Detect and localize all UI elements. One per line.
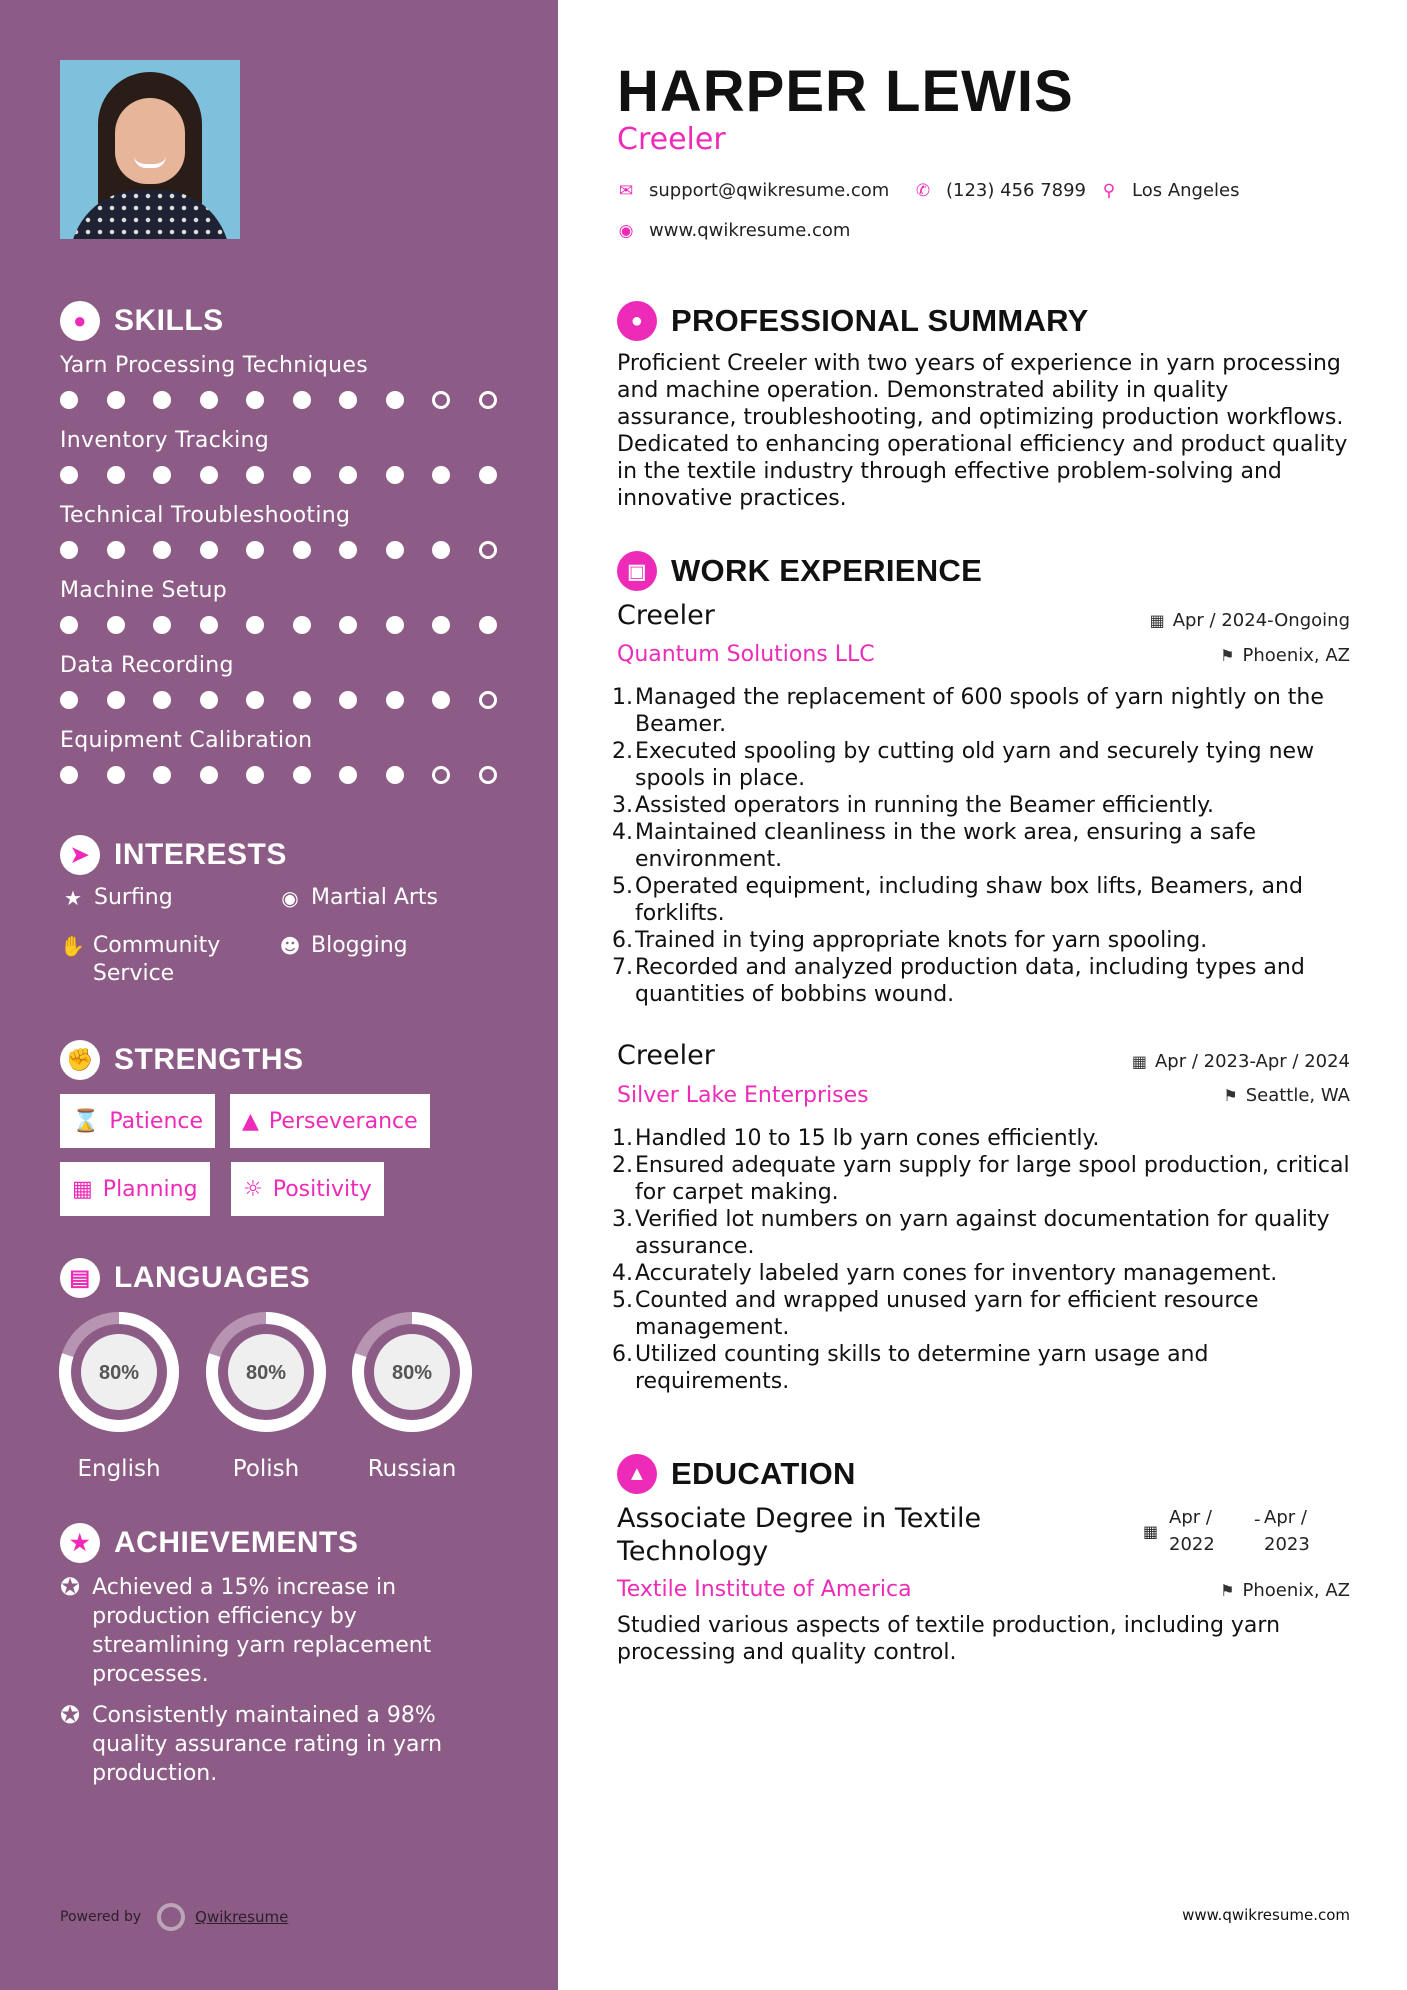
skill-name: Yarn Processing Techniques xyxy=(60,353,368,378)
rating-dot-filled xyxy=(432,691,450,709)
rating-dot-filled xyxy=(107,541,125,559)
job-duties-list xyxy=(612,684,1357,1008)
rating-dot-filled xyxy=(60,691,78,709)
list-number: 7. xyxy=(612,955,633,980)
skill-name: Equipment Calibration xyxy=(60,728,313,753)
map-pin-icon: ⚲ xyxy=(1102,180,1116,201)
rating-dot-filled xyxy=(246,616,264,634)
list-number: 6. xyxy=(612,1342,633,1367)
rating-dot-filled xyxy=(479,466,497,484)
skill-name: Data Recording xyxy=(60,653,234,678)
rating-dot-empty xyxy=(479,541,497,559)
list-number: 6. xyxy=(612,928,633,953)
language-progress-ring xyxy=(57,1310,181,1434)
rating-dot-filled xyxy=(60,541,78,559)
duty-text: Trained in tying appropriate knots for yarn spooling. xyxy=(635,928,1208,953)
rating-dot-filled xyxy=(339,616,357,634)
list-number: 4. xyxy=(612,820,633,845)
shooting-star-icon: ✪ xyxy=(60,1573,81,1601)
list-item xyxy=(612,1206,1357,1260)
users-icon: ☻ xyxy=(279,934,301,958)
rating-dot-filled xyxy=(246,541,264,559)
achievement-item: ✪ Consistently maintained a 98% quality assurance rating in yarn production. xyxy=(60,1701,443,1786)
globe-icon: ◉ xyxy=(618,220,634,241)
rating-dot-filled xyxy=(479,616,497,634)
duty-text: Executed spooling by cutting old yarn and securely tying new spools in place. xyxy=(635,739,1315,791)
interest-item-community-service: ✋ Community Service xyxy=(60,933,221,986)
rating-dot-filled xyxy=(153,691,171,709)
rating-dot-filled xyxy=(107,691,125,709)
language-progress-ring xyxy=(204,1310,328,1434)
job-location: ⚑ Seattle, WA xyxy=(1223,1085,1350,1106)
rating-dot-filled xyxy=(386,691,404,709)
rating-dot-filled xyxy=(246,766,264,784)
list-item xyxy=(612,738,1357,792)
envelope-icon: ✉ xyxy=(618,180,634,201)
skill-name: Machine Setup xyxy=(60,578,228,603)
list-item xyxy=(612,819,1357,873)
calendar-icon: ▦ xyxy=(1149,611,1165,630)
shooting-star-icon: ✪ xyxy=(60,1701,81,1729)
education-end-date: - Apr / 2023 xyxy=(1254,1507,1310,1555)
skill-name: Inventory Tracking xyxy=(60,428,270,453)
language-item xyxy=(350,1310,474,1482)
contact-location: ⚲ Los Angeles xyxy=(1100,180,1240,201)
strength-tag-positivity: ☼ Positivity xyxy=(231,1162,384,1216)
rating-dot-filled xyxy=(386,766,404,784)
pin-icon: ⚑ xyxy=(1220,646,1235,665)
strengths-heading: ✊ STRENGTHS xyxy=(60,1040,304,1080)
duty-text: Ensured adequate yarn supply for large spool production, critical for carpet making. xyxy=(635,1153,1350,1205)
list-item xyxy=(612,1152,1357,1206)
rating-dot-filled xyxy=(60,391,78,409)
graduation-icon: ▲ xyxy=(617,1454,657,1494)
rating-dot-filled xyxy=(432,616,450,634)
duty-text: Assisted operators in running the Beamer efficiently. xyxy=(635,793,1214,818)
list-number: 5. xyxy=(612,874,633,899)
language-name: Russian xyxy=(367,1456,457,1482)
education-start-date: ▦ Apr / 2022 xyxy=(1143,1507,1215,1555)
rating-dot-filled xyxy=(293,541,311,559)
achievements-heading: ★ ACHIEVEMENTS xyxy=(60,1523,358,1563)
list-number: 1. xyxy=(612,685,633,710)
list-item xyxy=(612,954,1357,1008)
languages-heading: ▤ LANGUAGES xyxy=(60,1258,310,1298)
rating-dot-filled xyxy=(60,766,78,784)
language-name: Polish xyxy=(232,1456,300,1482)
school-name: Textile Institute of America xyxy=(617,1577,912,1602)
briefcase-icon: ▣ xyxy=(617,551,657,591)
duty-text: Recorded and analyzed production data, including types and quantities of bobbins wound. xyxy=(635,955,1305,1007)
duty-text: Managed the replacement of 600 spools of yarn nightly on the Beamer. xyxy=(635,685,1324,737)
strength-tag-patience: ⌛ Patience xyxy=(60,1094,215,1148)
hand-icon: ✋ xyxy=(60,934,85,958)
footer-url[interactable]: www.qwikresume.com xyxy=(1182,1906,1350,1924)
sun-icon: ☼ xyxy=(243,1176,263,1202)
education-description: Studied various aspects of textile production, including yarn processing and quality control. xyxy=(617,1613,1281,1665)
education-location: ⚑ Phoenix, AZ xyxy=(1220,1580,1350,1601)
job-location: ⚑ Phoenix, AZ xyxy=(1220,645,1350,666)
list-number: 4. xyxy=(612,1261,633,1286)
rating-dot-filled xyxy=(246,466,264,484)
sidebar xyxy=(0,0,558,1990)
rating-dot-filled xyxy=(293,766,311,784)
duty-text: Verified lot numbers on yarn against documentation for quality assurance. xyxy=(635,1207,1330,1259)
candidate-name: HARPER LEWIS xyxy=(617,59,1074,124)
work-experience-heading: ▣ WORK EXPERIENCE xyxy=(617,551,982,591)
rating-dot-filled xyxy=(246,691,264,709)
rating-dot-filled xyxy=(107,616,125,634)
paper-plane-icon: ➤ xyxy=(60,835,100,875)
interest-item-blogging: ☻ Blogging xyxy=(277,932,408,960)
rating-dot-filled xyxy=(200,691,218,709)
list-item xyxy=(612,1341,1357,1395)
language-percent: 80% xyxy=(98,1362,140,1384)
user-icon: ● xyxy=(617,301,657,341)
qwikresume-link[interactable]: Qwikresume xyxy=(195,1908,289,1926)
rating-dot-filled xyxy=(153,541,171,559)
rating-dot-filled xyxy=(293,391,311,409)
candidate-role: Creeler xyxy=(617,122,726,157)
qwikresume-logo xyxy=(157,1903,185,1931)
interests-heading: ➤ INTERESTS xyxy=(60,835,287,875)
list-item xyxy=(612,792,1357,819)
list-item xyxy=(612,927,1357,954)
language-item xyxy=(204,1310,328,1482)
language-item xyxy=(57,1310,181,1482)
rating-dot-filled xyxy=(339,766,357,784)
rating-dot-filled xyxy=(432,466,450,484)
rating-dot-filled xyxy=(386,391,404,409)
calendar-icon: ▦ xyxy=(72,1176,93,1202)
profile-photo xyxy=(60,60,240,239)
powered-by: Powered by Qwikresume xyxy=(60,1903,288,1931)
summary-text: Proficient Creeler with two years of experience in yarn processing and machine operation. Demonstrated ability in quality assurance, troubleshooting, and optimizing production workflows. Dedicated to enhancing operational efficiency and product quality in the textile industry through effective problem-solving and innovative practices. xyxy=(617,351,1348,511)
list-number: 3. xyxy=(612,793,633,818)
contact-phone[interactable]: ✆ (123) 456 7899 xyxy=(915,180,1087,201)
rating-dot-filled xyxy=(386,466,404,484)
rating-dot-filled xyxy=(200,766,218,784)
rating-dot-filled xyxy=(200,391,218,409)
rating-dot-filled xyxy=(107,766,125,784)
rating-dot-filled xyxy=(60,466,78,484)
star-icon: ★ xyxy=(64,886,82,910)
rating-dot-filled xyxy=(339,691,357,709)
duty-text: Handled 10 to 15 lb yarn cones efficiently. xyxy=(635,1126,1100,1151)
list-number: 1. xyxy=(612,1126,633,1151)
rating-dot-filled xyxy=(386,616,404,634)
list-number: 5. xyxy=(612,1288,633,1313)
skill-rating xyxy=(60,766,510,784)
company-name: Silver Lake Enterprises xyxy=(617,1083,869,1108)
phone-icon: ✆ xyxy=(915,180,931,201)
hourglass-icon: ⌛ xyxy=(72,1108,100,1134)
list-item xyxy=(612,1125,1357,1152)
job-duties-list xyxy=(612,1125,1357,1395)
rating-dot-filled xyxy=(246,391,264,409)
skill-rating xyxy=(60,466,510,484)
rating-dot-filled xyxy=(339,466,357,484)
pin-icon: ⚑ xyxy=(1223,1086,1238,1105)
rating-dot-filled xyxy=(107,391,125,409)
language-percent: 80% xyxy=(391,1362,433,1384)
summary-heading: ● PROFESSIONAL SUMMARY xyxy=(617,301,1089,341)
rating-dot-filled xyxy=(293,616,311,634)
rating-dot-filled xyxy=(200,541,218,559)
rating-dot-filled xyxy=(293,466,311,484)
duty-text: Counted and wrapped unused yarn for efficient resource management. xyxy=(635,1288,1259,1340)
rating-dot-filled xyxy=(107,466,125,484)
rating-dot-filled xyxy=(339,391,357,409)
list-item xyxy=(612,684,1357,738)
job-dates: ▦ Apr / 2024-Ongoing xyxy=(1149,610,1350,631)
skill-rating xyxy=(60,391,510,409)
calendar-icon: ▦ xyxy=(1131,1052,1147,1071)
list-number: 2. xyxy=(612,739,633,764)
rating-dot-empty xyxy=(479,391,497,409)
skill-rating xyxy=(60,691,510,709)
skill-name: Technical Troubleshooting xyxy=(60,503,351,528)
fist-icon: ✊ xyxy=(60,1040,100,1080)
pin-icon: ⚑ xyxy=(1220,1581,1235,1600)
degree-title: Associate Degree in Textile Technology xyxy=(617,1503,982,1567)
road-icon: ▲ xyxy=(242,1108,259,1134)
rating-dot-filled xyxy=(339,541,357,559)
lightbulb-icon: ● xyxy=(60,301,100,341)
language-name: English xyxy=(77,1456,161,1482)
contact-email[interactable]: ✉ support@qwikresume.com xyxy=(618,180,890,201)
rating-dot-filled xyxy=(153,466,171,484)
rating-dot-filled xyxy=(200,466,218,484)
skill-rating xyxy=(60,616,510,634)
duty-text: Utilized counting skills to determine yarn usage and requirements. xyxy=(635,1342,1209,1394)
rating-dot-filled xyxy=(60,616,78,634)
rating-dot-filled xyxy=(200,616,218,634)
rating-dot-filled xyxy=(153,616,171,634)
education-heading: ▲ EDUCATION xyxy=(617,1454,856,1494)
rating-dot-empty xyxy=(479,766,497,784)
strength-tag-perseverance: ▲ Perseverance xyxy=(230,1094,430,1148)
job-title: Creeler xyxy=(617,1040,715,1071)
rating-dot-empty xyxy=(432,391,450,409)
strength-tag-planning: ▦ Planning xyxy=(60,1162,210,1216)
calendar-icon: ▦ xyxy=(1143,1522,1159,1541)
skills-heading: ● SKILLS xyxy=(60,301,224,341)
rating-dot-filled xyxy=(293,691,311,709)
rating-dot-empty xyxy=(479,691,497,709)
star-badge-icon: ★ xyxy=(60,1523,100,1563)
list-number: 3. xyxy=(612,1207,633,1232)
skill-rating xyxy=(60,541,510,559)
job-title: Creeler xyxy=(617,600,715,631)
interest-item-martial-arts: ◉ Martial Arts xyxy=(277,884,438,912)
duty-text: Accurately labeled yarn cones for inventory management. xyxy=(635,1261,1278,1286)
list-item xyxy=(612,1287,1357,1341)
globe-icon: ◉ xyxy=(281,886,299,910)
rating-dot-empty xyxy=(432,766,450,784)
achievement-item: ✪ Achieved a 15% increase in production efficiency by streamlining yarn replacement processes. xyxy=(60,1573,432,1687)
language-icon: ▤ xyxy=(60,1258,100,1298)
contact-website[interactable]: ◉ www.qwikresume.com xyxy=(618,220,851,241)
duty-text: Operated equipment, including shaw box lifts, Beamers, and forklifts. xyxy=(635,874,1303,926)
list-number: 2. xyxy=(612,1153,633,1178)
language-progress-ring xyxy=(350,1310,474,1434)
list-item xyxy=(612,1260,1357,1287)
rating-dot-filled xyxy=(386,541,404,559)
duty-text: Maintained cleanliness in the work area, ensuring a safe environment. xyxy=(635,820,1257,872)
interest-item-surfing: ★ Surfing xyxy=(60,884,173,912)
job-dates: ▦ Apr / 2023-Apr / 2024 xyxy=(1131,1051,1350,1072)
language-percent: 80% xyxy=(245,1362,287,1384)
rating-dot-filled xyxy=(432,541,450,559)
company-name: Quantum Solutions LLC xyxy=(617,642,875,667)
list-item xyxy=(612,873,1357,927)
rating-dot-filled xyxy=(153,391,171,409)
rating-dot-filled xyxy=(153,766,171,784)
